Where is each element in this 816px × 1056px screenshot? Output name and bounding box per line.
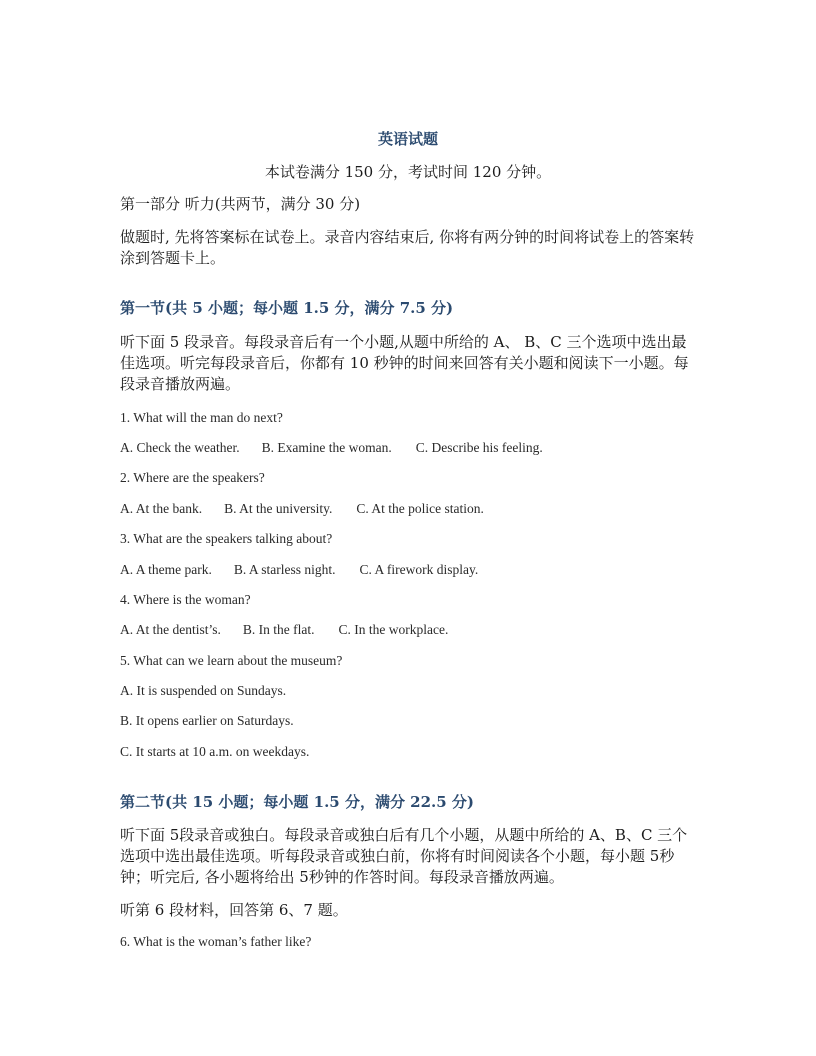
question-6-stem: 6. What is the woman’s father like? (120, 934, 312, 949)
section1-instructions: 听下面 5 段录音。每段录音后有一个小题,从题中所给的 A、 B、C 三个选项中选出最佳选项。听完每段录音后，你都有 10 秒钟的时间来回答有关小题和阅读下一小题。每段录音播放两遍。 (120, 333, 689, 393)
question-3-stem: 3. What are the speakers talking about? (120, 531, 333, 546)
q3-option-c: C. A firework display. (359, 562, 479, 577)
part1-instructions: 做题时, 先将答案标在试卷上。录音内容结束后, 你将有两分钟的时间将试卷上的答案转涂到答题卡上。 (120, 228, 695, 267)
section2-instructions: 听下面 5段录音或独白。每段录音或独白后有几个小题，从题中所给的 A、B、C 三个选项中选出最佳选项。听每段录音或独白前，你将有时间阅读各个小题，每小题 5秒钟；听完后, 各小题将给出 5秒钟的作答时间。每段录音播放两遍。 (120, 826, 688, 886)
q3-option-a: A. A theme park. (120, 562, 212, 577)
q5-option-c: C. It starts at 10 a.m. on weekdays. (120, 744, 310, 759)
material-6-note: 听第 6 段材料，回答第 6、7 题。 (120, 901, 348, 919)
section2-heading: 第二节(共 15 小题；每小题 1.5 分，满分 22.5 分) (120, 793, 475, 811)
page-title: 英语试题 (377, 130, 438, 148)
section1-heading: 第一节(共 5 小题；每小题 1.5 分，满分 7.5 分) (120, 299, 454, 317)
q4-option-a: A. At the dentist’s. (120, 622, 221, 637)
question-1-options (120, 437, 543, 458)
q4-option-b: B. In the flat. (242, 622, 315, 637)
question-2-options (120, 498, 484, 519)
q2-option-c: C. At the police station. (356, 501, 484, 516)
q1-option-a: A. Check the weather. (120, 440, 240, 455)
q4-option-c: C. In the workplace. (338, 622, 449, 637)
question-1-stem: 1. What will the man do next? (120, 410, 283, 425)
question-2-stem: 2. Where are the speakers? (120, 470, 265, 485)
q1-option-c: C. Describe his feeling. (415, 440, 543, 455)
q5-option-b: B. It opens earlier on Saturdays. (120, 713, 294, 728)
exam-subtitle: 本试卷满分 150 分，考试时间 120 分钟。 (264, 163, 552, 181)
question-3-options (120, 559, 478, 580)
question-4-options (120, 619, 448, 640)
q3-option-b: B. A starless night. (233, 562, 336, 577)
q2-option-a: A. At the bank. (120, 501, 203, 516)
q1-option-b: B. Examine the woman. (261, 440, 392, 455)
part1-heading: 第一部分 听力(共两节，满分 30 分) (120, 195, 361, 213)
question-4-stem: 4. Where is the woman? (120, 592, 251, 607)
question-5-stem: 5. What can we learn about the museum? (120, 653, 343, 668)
q2-option-b: B. At the university. (224, 501, 333, 516)
q5-option-a: A. It is suspended on Sundays. (120, 683, 287, 698)
